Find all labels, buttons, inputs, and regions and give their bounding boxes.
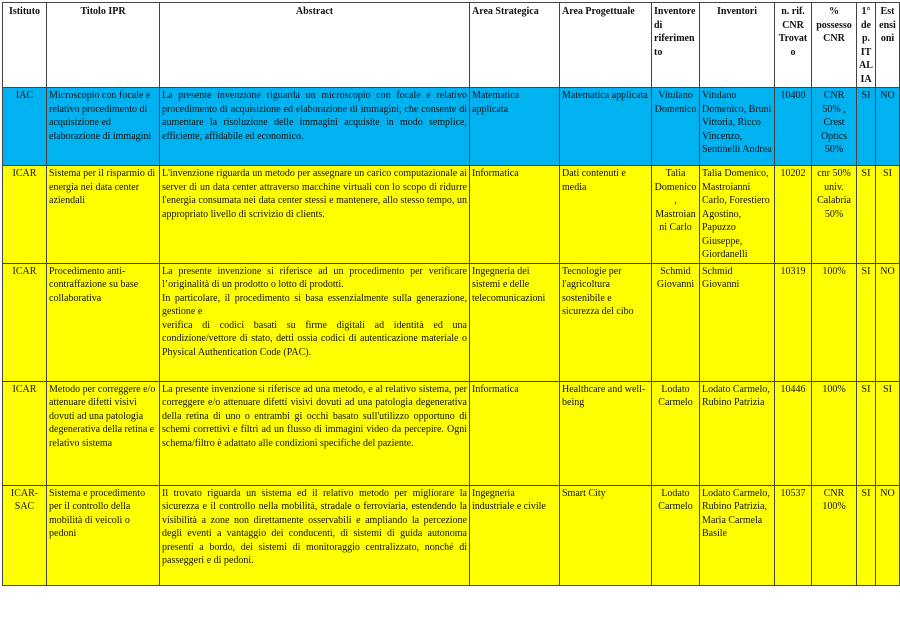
cell-n-rif: 10202 (775, 166, 812, 264)
cell-prima-italia: SI (857, 381, 876, 485)
cell-estensioni: NO (876, 88, 900, 166)
cell-area-progettuale: Tecnologie per l'agricoltura sostenibile e sicurezza del cibo (560, 263, 652, 381)
cell-prima-italia: SI (857, 485, 876, 585)
cell-abstract (160, 381, 470, 485)
cell-istituto: ICAR (3, 263, 47, 381)
cell-area-progettuale: Matematica applicata (560, 88, 652, 166)
cell-estensioni: NO (876, 263, 900, 381)
empty-row (3, 585, 900, 599)
cell-inventori: Schmid Giovanni (700, 263, 775, 381)
cell-titolo: Sistema e procedimento per il controllo della mobilità di veicoli o pedoni (47, 485, 160, 585)
header-prima-italia: 1° de p. IT AL IA (857, 3, 876, 88)
header-possesso: % possesso CNR (812, 3, 857, 88)
header-area-progettuale: Area Progettuale (560, 3, 652, 88)
cell-possesso: 100% (812, 263, 857, 381)
cell-inventore-rif: Vitulano Domenico (652, 88, 700, 166)
cell-inventore-rif: Lodato Carmelo (652, 485, 700, 585)
cell-area-strategica: Ingegneria dei sistemi e delle telecomunicazioni (470, 263, 560, 381)
header-istituto: Istituto (3, 3, 47, 88)
cell-n-rif: 10400 (775, 88, 812, 166)
cell-n-rif: 10319 (775, 263, 812, 381)
abstract-paragraph: La presente invenzione si riferisce ad una metodo, e al relativo sistema, per correggere e/o attenuare difetti visivi dovuti ad una patologia degenerativa della retina di uno o entrambi gi occhi basato sull'utilizzo opportuno di schemi correttivi e filtri ad un flusso di immagini video da percepire. Ogni schema/filtro è adattato alle condizioni specifiche del paziente. (162, 383, 467, 449)
cell-area-progettuale: Healthcare and well-being (560, 381, 652, 485)
cell-possesso: cnr 50% univ. Calabria 50% (812, 166, 857, 264)
cell-inventori: Talia Domenico, Mastroianni Carlo, Forestiero Agostino, Papuzzo Giuseppe, Giordanelli (700, 166, 775, 264)
table-row (3, 381, 900, 485)
cell-n-rif: 10446 (775, 381, 812, 485)
table-row (3, 263, 900, 381)
cell-area-strategica: Matematica applicata (470, 88, 560, 166)
cell-inventori: Lodato Carmelo, Rubino Patrizia, Maria Carmela Basile (700, 485, 775, 585)
header-inventori: Inventori (700, 3, 775, 88)
cell-titolo: Metodo per correggere e/o attenuare difetti visivi dovuti ad una patologia degenerativa della retina e relativo sistema (47, 381, 160, 485)
cell-inventori: Lodato Carmelo, Rubino Patrizia (700, 381, 775, 485)
header-area-strategica: Area Strategica (470, 3, 560, 88)
cell-estensioni: SI (876, 381, 900, 485)
abstract-paragraph: L'invenzione riguarda un metodo per assegnare un carico computazionale ai server di un data center attraverso macchine virtuali con lo scopo di ridurre l'energia consumata nei data center stessi e mantenere, allo stesso tempo, un appropriato livello di scrivizio di clients. (162, 168, 467, 220)
cell-istituto: IAC (3, 88, 47, 166)
header-inventore-rif: Inventore di riferimento (652, 3, 700, 88)
cell-istituto: ICAR (3, 381, 47, 485)
cell-prima-italia: SI (857, 166, 876, 264)
table-row (3, 166, 900, 264)
table-row (3, 485, 900, 585)
cell-possesso: 100% (812, 381, 857, 485)
header-n-rif: n. rif. CNR Trovato (775, 3, 812, 88)
abstract-paragraph: verifica di codici basati su firme digitali ad identità ed una condizione/vettore di stato, detti ossia codici di autenticazione materiale o Physical Authentication Code (PAC). (162, 319, 467, 358)
cell-area-progettuale: Dati contenuti e media (560, 166, 652, 264)
abstract-paragraph: La presente invenzione riguarda un microscopio con focale e relativo procedimento di acquisizione ed elaborazione di immagini, che consente di aumentare la risoluzione delle immagini acquisite in modo semplice, efficiente, affidabile ed economico. (162, 90, 467, 142)
cell-titolo: Procedimento anti-contraffazione su base collaborativa (47, 263, 160, 381)
cell-area-strategica: Ingegneria industriale e civile (470, 485, 560, 585)
cell-istituto: ICAR (3, 166, 47, 264)
cell-inventore-rif: Talia Domenico , Mastroianni Carlo (652, 166, 700, 264)
header-row (3, 3, 900, 88)
cell-inventori: Vitulano Domenico, Bruni Vittoria, Ricco Vincenzo, Sentinelli Andrea (700, 88, 775, 166)
cell-abstract (160, 88, 470, 166)
cell-area-strategica: Informatica (470, 166, 560, 264)
abstract-paragraph: La presente invenzione si riferisce ad un procedimento per verificare l’originalità di un prodotto o lotto di prodotti. (162, 265, 467, 290)
header-abstract: Abstract (160, 3, 470, 88)
cell-n-rif: 10537 (775, 485, 812, 585)
table-row (3, 88, 900, 166)
abstract-paragraph: Il trovato riguarda un sistema ed il relativo metodo per migliorare la sicurezza e il controllo nella mobilità, stradale o ferroviaria, estendendo la visibilità a zone non direttamente osservabili e ampliando la percezione degli eventi a vantaggio dei conducenti, di sistemi di guida autonoma presenti a bordo, dei sistemi di monitoraggio centralizzato, nonché di passeggeri e di pedoni. (162, 487, 467, 566)
cell-abstract (160, 485, 470, 585)
cell-possesso: CNR 100% (812, 485, 857, 585)
cell-istituto: ICAR-SAC (3, 485, 47, 585)
header-estensioni: Est ensi oni (876, 3, 900, 88)
cell-abstract (160, 166, 470, 264)
cell-prima-italia: SI (857, 88, 876, 166)
cell-abstract (160, 263, 470, 381)
ipr-table (2, 2, 900, 599)
header-titolo: Titolo IPR (47, 3, 160, 88)
cell-prima-italia: SI (857, 263, 876, 381)
cell-titolo: Sistema per il risparmio di energia nei data center aziendali (47, 166, 160, 264)
cell-inventore-rif: Lodato Carmelo (652, 381, 700, 485)
cell-estensioni: SI (876, 166, 900, 264)
cell-inventore-rif: Schmid Giovanni (652, 263, 700, 381)
cell-possesso: CNR 50% , Crest Optics 50% (812, 88, 857, 166)
ipr-table-container (2, 2, 900, 599)
cell-estensioni: NO (876, 485, 900, 585)
cell-area-progettuale: Smart City (560, 485, 652, 585)
abstract-paragraph: In particolare, il procedimento si basa essenzialmente sulla generazione, gestione e (162, 292, 467, 317)
cell-area-strategica: Informatica (470, 381, 560, 485)
cell-titolo: Microscopio con focale e relativo procedimento di acquisizione ed elaborazione di immagini (47, 88, 160, 166)
